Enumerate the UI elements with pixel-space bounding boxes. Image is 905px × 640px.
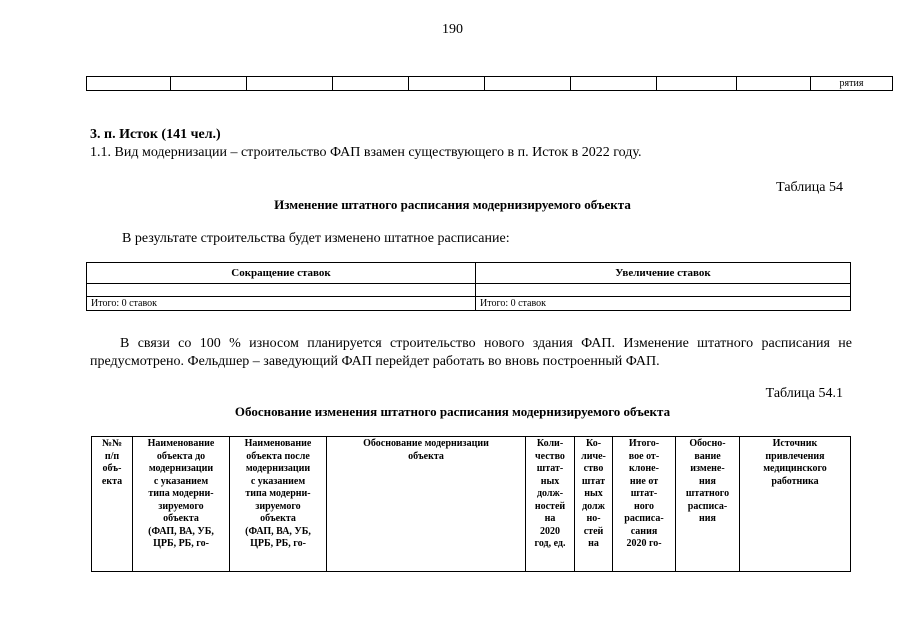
- table-row: [87, 284, 851, 297]
- column-header: Коли- чество штат- ных долж- ностей на 2020 год, ед.: [526, 437, 575, 572]
- section-line: 1.1. Вид модернизации – строительство ФАП взамен существующего в п. Исток в 2022 году.: [90, 145, 642, 160]
- intro-paragraph: В результате строительства будет изменено штатное расписание:: [122, 231, 510, 246]
- column-header: Увеличение ставок: [476, 263, 851, 284]
- table-cell: [571, 77, 657, 91]
- column-header: №№ п/п объ- екта: [92, 437, 133, 572]
- table-header-row: [92, 437, 851, 572]
- table-number-label: Таблица 54.1: [765, 386, 843, 401]
- table-cell: [171, 77, 247, 91]
- table-cell: [333, 77, 409, 91]
- justification-table: [91, 436, 851, 572]
- column-header: Итого- вое от- клоне- ние от штат- ного расписа- сания 2020 го-: [613, 437, 676, 572]
- column-header: Обоснование модернизации объекта: [327, 437, 526, 572]
- table-cell: рятия: [811, 77, 893, 91]
- table-header-row: [87, 263, 851, 284]
- total-cell: Итого: 0 ставок: [87, 297, 476, 311]
- table-cell: [247, 77, 333, 91]
- table-cell: [737, 77, 811, 91]
- table-cell: [409, 77, 485, 91]
- staffing-change-table: [86, 262, 851, 311]
- total-cell: Итого: 0 ставок: [476, 297, 851, 311]
- continued-table-fragment: [86, 76, 893, 91]
- column-header: Ко- личе- ство штат ных долж но- стей на: [575, 437, 613, 572]
- body-paragraph: [90, 335, 852, 371]
- table-cell: [87, 284, 476, 297]
- table-cell: [87, 77, 171, 91]
- page-number: 190: [442, 22, 463, 37]
- table-total-row: [87, 297, 851, 311]
- table-cell: [476, 284, 851, 297]
- table-row: [87, 77, 893, 91]
- section-title: 3. п. Исток (141 чел.): [90, 127, 221, 142]
- table-cell: [657, 77, 737, 91]
- table-heading: Обоснование изменения штатного расписания модернизируемого объекта: [234, 404, 671, 419]
- column-header: Источник привлечения медицинского работника: [740, 437, 851, 572]
- paragraph-text: В связи со 100 % износом планируется строительство нового здания ФАП. Изменение штатного расписания не предусмотрено. Фельдшер – заведующий ФАП перейдет работать во вновь построенный ФАП.: [90, 336, 852, 369]
- column-header: Наименование объекта до модернизации с указанием типа модерни- зируемого объекта (ФАП, ВА, УБ, ЦРБ, РБ, го-: [133, 437, 230, 572]
- column-header: Сокращение ставок: [87, 263, 476, 284]
- table-cell: [485, 77, 571, 91]
- table-number-label: Таблица 54: [776, 180, 843, 195]
- column-header: Обосно- вание измене- ния штатного расписа- ния: [676, 437, 740, 572]
- column-header: Наименование объекта после модернизации с указанием типа модерни- зируемого объекта (ФАП, ВА, УБ, ЦРБ, РБ, го-: [230, 437, 327, 572]
- table-heading: Изменение штатного расписания модернизируемого объекта: [274, 197, 631, 212]
